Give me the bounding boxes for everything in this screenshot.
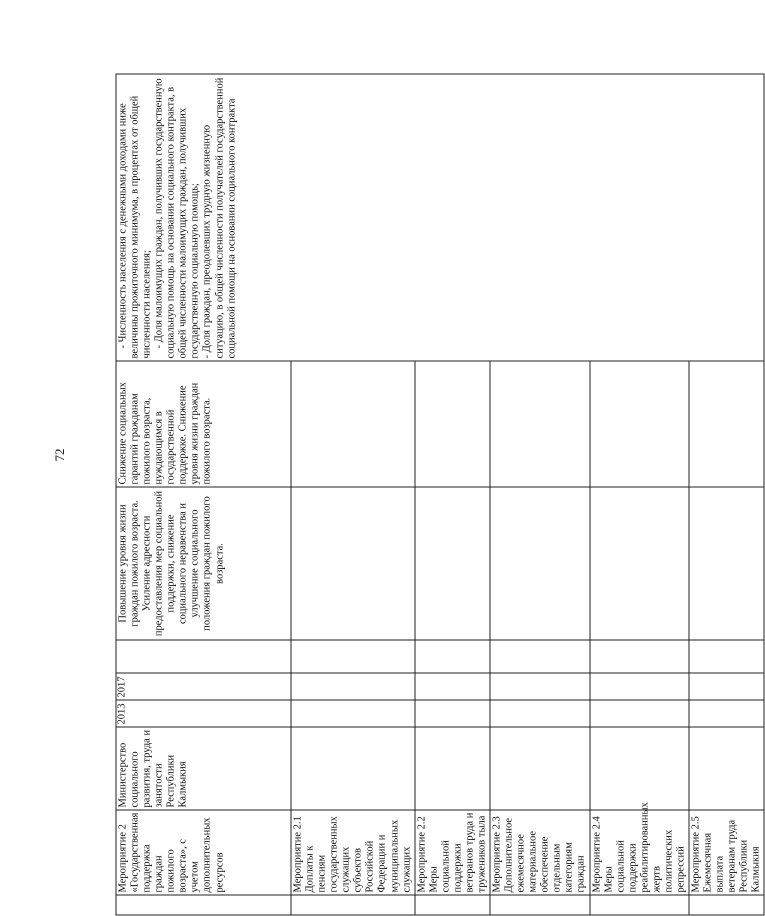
expected-result-cell — [590, 487, 690, 640]
measure-text: Мероприятие 2 «Государственная поддержка граждан пожилого возраста», с учетом дополнительных ресурсов — [117, 812, 225, 893]
end-year-cell — [590, 673, 690, 700]
start-year-cell — [689, 700, 764, 727]
end-year-cell — [689, 673, 764, 700]
empty-cell — [415, 640, 490, 673]
end-year-text: 2017 — [116, 676, 128, 698]
measure-text: Мероприятие 2.1 Доплаты к пенсиям государственных служащих субъектов Российской Федерации и муниципальных служащих — [292, 816, 413, 893]
programme-table — [116, 74, 765, 916]
indicator-1: - Численность населения с денежными доходами ниже величины прожиточного минимума, в процентах от общей численности населения; — [117, 95, 153, 359]
consequences-cell — [116, 361, 291, 487]
empty-cell — [291, 640, 415, 673]
measure-cell — [291, 810, 415, 895]
measure-cell — [490, 810, 590, 895]
consequences-cell — [415, 361, 490, 487]
measure-cell — [116, 810, 291, 895]
empty-cell — [490, 640, 590, 673]
end-year-cell — [415, 673, 490, 700]
expected-result-cell — [689, 487, 764, 640]
expected-result-cell — [415, 487, 490, 640]
start-year-cell — [291, 700, 415, 727]
executor-text: Министерство социального развития, труда и занятости Республики Калмыкия — [117, 729, 189, 808]
start-year-cell — [490, 700, 590, 727]
expected-result-text: Повышение уровня жизни граждан пожилого возраста. Усиление адресности предоставления мер социальной поддержки, снижение социального неравенства и улучшение социального положения граждан пожилого возраста. — [117, 490, 225, 637]
measure-text: Мероприятие 2.5 Ежемесячная выплата ветеранам труда Республики Калмыкия — [690, 816, 762, 893]
end-year-cell — [116, 673, 291, 700]
consequences-cell — [291, 361, 415, 487]
measure-text: Мероприятие 2.4 Меры социальной поддержки реабилитированных жертв политических репрессий — [591, 802, 687, 893]
row-number-cell — [689, 895, 764, 915]
indicator-3: - Доля граждан, преодолевших трудную жизненную ситуацию, в общей численности получателей государственной социальной помощи на основании социального контракта — [201, 77, 238, 359]
empty-cell — [116, 640, 291, 673]
executor-cell — [116, 727, 291, 810]
row-number-cell — [490, 895, 590, 915]
executor-cell — [415, 727, 490, 810]
start-year-cell — [590, 700, 690, 727]
empty-cell — [590, 640, 690, 673]
programme-table-wrapper — [116, 75, 762, 916]
expected-result-cell — [116, 487, 291, 640]
expected-result-cell — [291, 487, 415, 640]
executor-cell — [490, 727, 590, 810]
consequences-cell — [490, 361, 590, 487]
measure-cell — [590, 802, 690, 895]
consequences-cell — [689, 361, 764, 487]
row-number-cell — [116, 895, 291, 915]
end-year-cell — [490, 673, 590, 700]
executor-cell — [689, 727, 764, 810]
end-year-cell — [291, 673, 415, 700]
row-number-cell — [415, 895, 490, 915]
consequences-text: Снижение социальных гарантий гражданам пожилого возраста, нуждающимся в государственной поддержке. Снижение уровня жизни граждан пожилого возраста. — [117, 382, 213, 485]
start-year-cell — [116, 700, 291, 727]
indicator-2: - Доля малоимущих граждан, получивших государственную социальную помощь на основании социального контракта, в общей численности малоимущих граждан, получивших государственную социальную помощь; — [153, 78, 201, 359]
measure-text: Мероприятие 2.3 Дополнительное ежемесячное материальное обеспечение отдельным категориям граждан — [491, 816, 587, 893]
table-row — [116, 74, 291, 915]
start-year-text: 2013 — [116, 703, 128, 725]
consequences-cell — [590, 361, 690, 487]
row-number-cell — [291, 895, 415, 915]
expected-result-cell — [490, 487, 590, 640]
indicators-cell — [116, 74, 764, 361]
start-year-cell — [415, 700, 490, 727]
row-number-cell — [590, 895, 690, 915]
measure-text: Мероприятие 2.2 Меры социальной поддержки ветеранов труда и тружеников тыла — [416, 812, 488, 893]
executor-cell — [590, 727, 690, 810]
measure-cell — [415, 810, 490, 895]
measure-cell — [689, 810, 764, 895]
page-number: 72 — [52, 448, 67, 462]
executor-cell — [291, 727, 415, 810]
empty-cell — [689, 640, 764, 673]
